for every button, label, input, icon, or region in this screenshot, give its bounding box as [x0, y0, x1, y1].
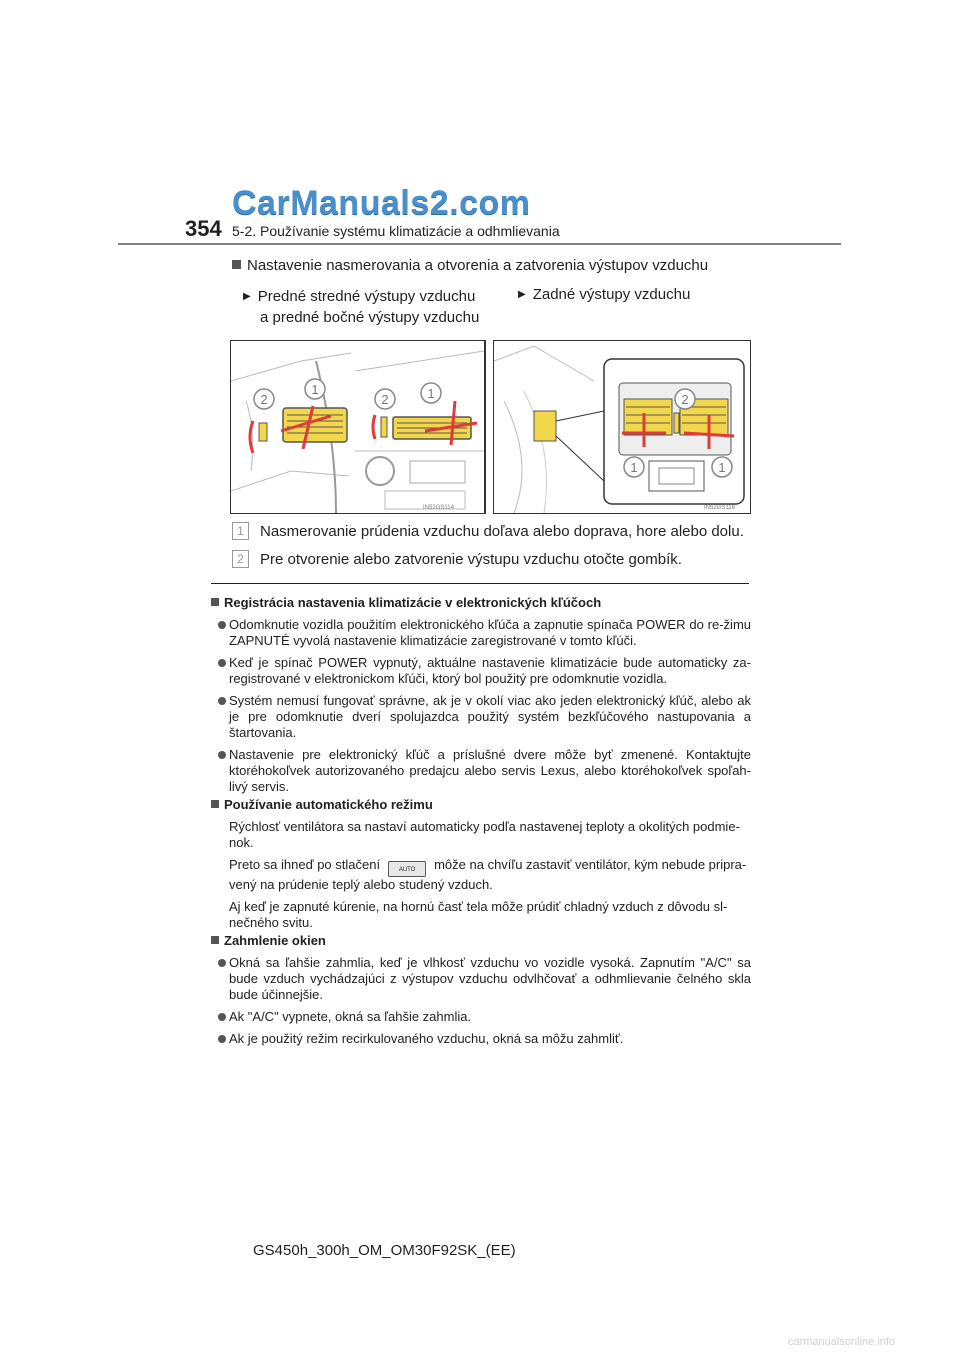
- square-bullet-icon: [211, 936, 219, 944]
- svg-text:2: 2: [381, 392, 389, 407]
- document-code: GS450h_300h_OM_OM30F92SK_(EE): [253, 1242, 516, 1259]
- section-heading: [232, 257, 708, 274]
- square-bullet-icon: [211, 800, 219, 808]
- legend-text: Nasmerovanie prúdenia vzduchu doľava alebo doprava, hore alebo dolu.: [260, 523, 744, 540]
- list-item: Ak je použitý režim recirkulovaného vzduchu, okná sa môžu zahmliť.: [211, 1031, 751, 1047]
- center-vents-illustration: [355, 341, 484, 513]
- fogging-title: Zahmlenie okien: [211, 933, 751, 949]
- figure-rear-vents: [493, 340, 751, 514]
- list-item: Ak "A/C" vypnete, okná sa ľahšie zahmlia.: [211, 1009, 751, 1025]
- triangle-right-icon: ▶: [243, 291, 251, 302]
- svg-text:2: 2: [260, 392, 268, 407]
- bullet-dot-icon: [218, 697, 226, 705]
- registration-section: [211, 595, 751, 795]
- list-item: Odomknutie vozidla použitím elektronického kľúča a zapnutie spínača POWER do re-žimu ZAPNUTÉ vyvolá nastavenie klimatizácie zaregistrované v tomto kľúči.: [211, 617, 751, 649]
- subhead-front-line2: a predné bočné výstupy vzduchu: [260, 309, 480, 326]
- square-bullet-icon: [211, 598, 219, 606]
- auto-section: [211, 797, 751, 931]
- callout-number: 2: [232, 550, 249, 568]
- fogging-section: [211, 933, 751, 1047]
- auto-paragraph-1: Rýchlosť ventilátora sa nastaví automaticky podľa nastavenej teploty a okolitých podmie-nok.: [229, 819, 740, 850]
- header-rule: [118, 243, 841, 245]
- square-bullet-icon: [232, 260, 241, 269]
- list-item: Nastavenie pre elektronický kľúč a príslušné dvere môže byť zmenené. Kontaktujte ktoréhokoľvek autorizovaného predajcu alebo servis Lexus, alebo ktoréhokoľvek spoľah-livý servis.: [211, 747, 751, 795]
- svg-text:1: 1: [427, 386, 435, 401]
- triangle-right-icon: ▶: [518, 289, 526, 300]
- heading-text: Nastavenie nasmerovania a otvorenia a zatvorenia výstupov vzduchu: [247, 257, 709, 274]
- legend-item-2: [232, 550, 682, 568]
- auto-paragraph-2: Preto sa ihneď po stlačení AUTO môže na chvíľu zastaviť ventilátor, kým nebude pripra- vený na prúdenie teplý alebo studený vzduch.: [229, 857, 747, 892]
- watermark: carmanualsonline.info: [788, 1336, 896, 1348]
- bullet-dot-icon: [218, 751, 226, 759]
- subhead-rear-text: Zadné výstupy vzduchu: [532, 286, 691, 303]
- rear-vents-illustration: [494, 341, 750, 513]
- site-logo[interactable]: CarManuals2.com: [232, 184, 531, 222]
- front-center-vent: [381, 417, 471, 439]
- legend-item-1: [232, 522, 744, 540]
- auto-title: Používanie automatického režimu: [211, 797, 751, 813]
- page-number: 354: [185, 216, 222, 241]
- subhead-front: [243, 286, 479, 328]
- subhead-front-line1: Predné stredné výstupy vzduchu: [257, 288, 476, 305]
- bullet-dot-icon: [218, 959, 226, 967]
- registration-title: Registrácia nastavenia klimatizácie v elektronických kľúčoch: [211, 595, 751, 611]
- bullet-dot-icon: [218, 1013, 226, 1021]
- figure-center-vents: [355, 340, 485, 514]
- auto-paragraph-3: Aj keď je zapnuté kúrenie, na hornú časť tela môže prúdiť chladný vzduch z dôvodu sl-nečného svitu.: [229, 899, 728, 930]
- svg-text:1: 1: [718, 460, 726, 475]
- bullet-dot-icon: [218, 1035, 226, 1043]
- list-item: Okná sa ľahšie zahmlia, keď je vlhkosť vzduchu vo vozidle vysoká. Zapnutím "A/C" sa bude vzduch vychádzajúci z výstupov vzduchu odvlhčovať a odhmlievanie čelného skla bude účinnejšie.: [211, 955, 751, 1003]
- section-divider: [211, 583, 749, 584]
- list-item: Keď je spínač POWER vypnutý, aktuálne nastavenie klimatizácie bude automaticky za-registrované v elektronickom kľúči, ktorý bol použitý pre odomknutie vozidla.: [211, 655, 751, 687]
- figure-code-front: IN52GS114: [423, 505, 454, 511]
- auto-button-icon: AUTO: [388, 861, 426, 877]
- bullet-dot-icon: [218, 659, 226, 667]
- section-title: 5-2. Používanie systému klimatizácie a odhmlievania: [232, 223, 560, 239]
- callout-number: 1: [232, 522, 249, 540]
- list-item: Systém nemusí fungovať správne, ak je v okolí viac ako jeden elektronický kľúč, alebo ak je pre odomknutie dverí spolujazdca použitý systém bezkľúčového nastupovania a štartovania.: [211, 693, 751, 741]
- svg-text:1: 1: [311, 382, 319, 397]
- bullet-dot-icon: [218, 621, 226, 629]
- subhead-rear: [518, 286, 690, 303]
- svg-text:2: 2: [681, 392, 689, 407]
- figure-code-rear: IN52GS116: [704, 505, 735, 511]
- svg-text:1: 1: [630, 460, 638, 475]
- legend-text: Pre otvorenie alebo zatvorenie výstupu vzduchu otočte gombík.: [260, 551, 682, 568]
